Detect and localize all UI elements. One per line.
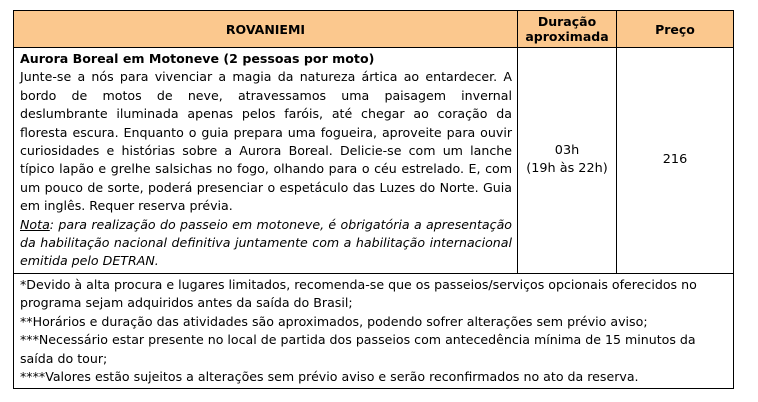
tour-description-cell bbox=[14, 48, 518, 274]
footnote-2: **Horários e duração das atividades são aproximados, podendo sofrer alterações sem prévio aviso; bbox=[20, 313, 648, 329]
footnote-3: ***Necessário estar presente no local de partida dos passeios com antecedência mínima de 15 minutos da saída do tour; bbox=[20, 332, 696, 366]
note-text: : para realização do passeio em motoneve, é obrigatória a apresentação da habilitação nacional definitiva juntamente com a habilitação internacional emitida pelo DETRAN. bbox=[20, 216, 512, 269]
tours-table bbox=[13, 10, 734, 389]
table-row bbox=[14, 48, 734, 274]
tour-title: Aurora Boreal em Motoneve (2 pessoas por moto) bbox=[20, 51, 375, 66]
duration-detail: (19h às 22h) bbox=[526, 161, 608, 177]
footnote-4: ****Valores estão sujeitos a alterações sem prévio aviso e serão reconfirmados no ato da reserva. bbox=[20, 368, 639, 384]
price-value: 216 bbox=[662, 152, 688, 168]
tour-description: Junte-se a nós para vivenciar a magia da natureza ártica ao entardecer. A bordo de motos de neve, atravessamos uma paisagem invernal deslumbrante iluminada apenas pelos faróis, até chegar ao coração da floresta escura. Enquanto o guia prepara uma fogueira, aproveite para ouvir curiosidades e histórias sobre a Aurora Boreal. Delicie-se com um lanche típico lapão e grelhe salsichas no fogo, olhando para o céu estrelado. E, com um pouco de sorte, poderá presenciar o espetáculo das Luzes do Norte. Guia em inglês. Requer reserva prévia. bbox=[20, 69, 512, 214]
duration-value: 03h bbox=[554, 143, 580, 159]
header-duration: Duração aproximada bbox=[518, 11, 617, 48]
duration-cell bbox=[518, 48, 617, 274]
price-cell bbox=[617, 48, 734, 274]
footnotes-cell bbox=[14, 273, 734, 388]
note-label: Nota bbox=[20, 216, 50, 232]
header-row bbox=[14, 11, 734, 48]
footnotes-row bbox=[14, 273, 734, 388]
footnote-1: *Devido à alta procura e lugares limitados, recomenda-se que os passeios/serviços opcionais oferecidos no programa sejam adquiridos antes da saída do Brasil; bbox=[20, 276, 697, 311]
header-city: ROVANIEMI bbox=[14, 11, 518, 48]
tour-note bbox=[20, 216, 512, 271]
header-price: Preço bbox=[617, 11, 734, 48]
